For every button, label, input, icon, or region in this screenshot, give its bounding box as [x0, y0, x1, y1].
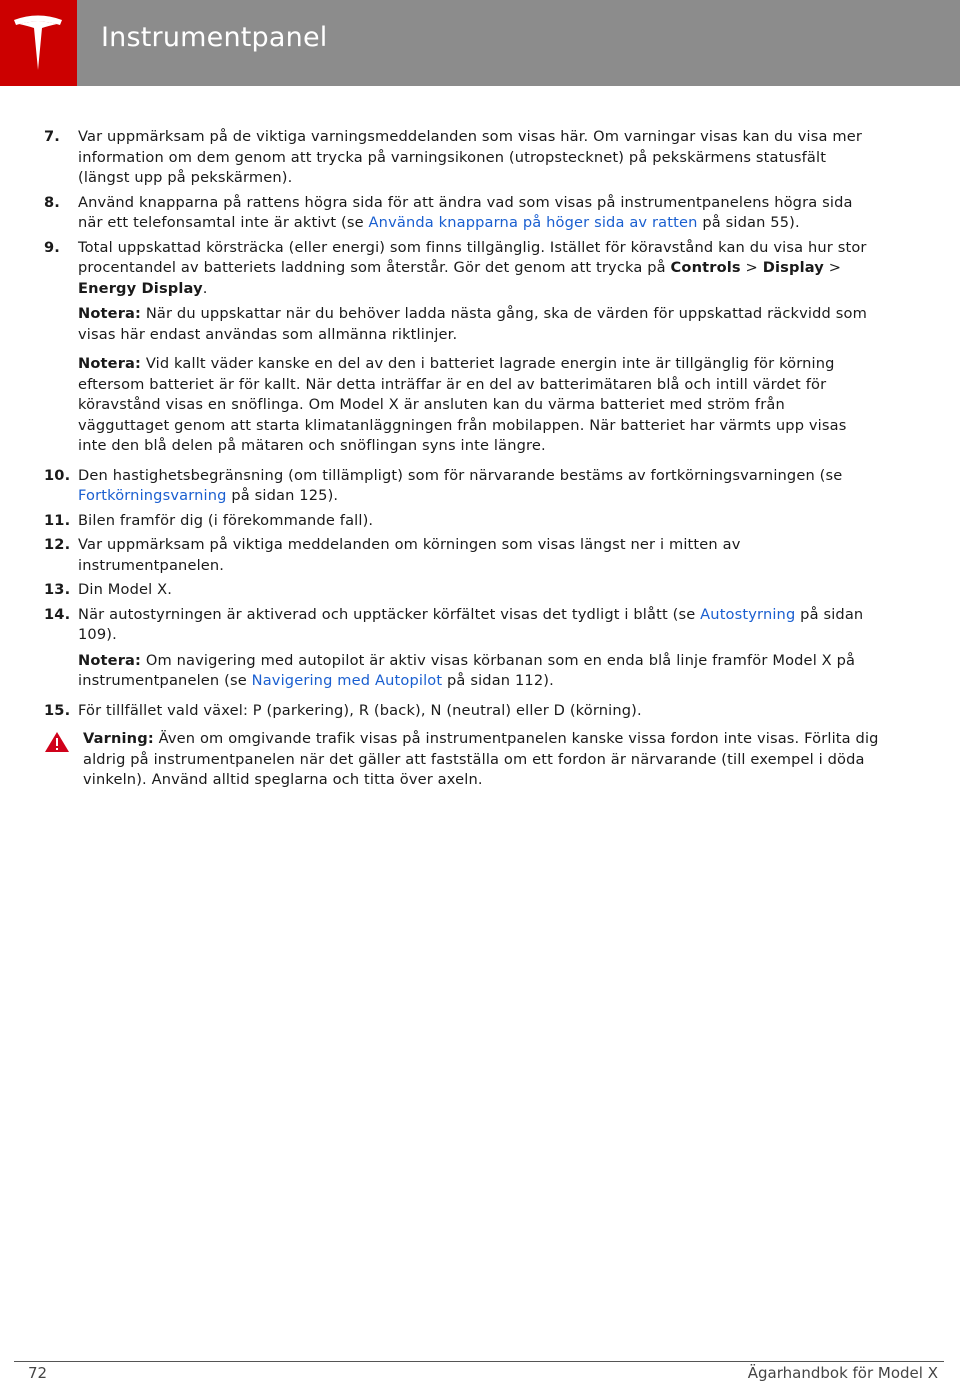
footer-title: Ägarhandbok för Model X	[747, 1364, 938, 1382]
note-text: Om navigering med autopilot är aktiv visas körbanan som en enda blå linje framför Model X på instrumentpanelen (se	[78, 651, 856, 689]
list-item	[0, 127, 878, 189]
list-item	[0, 605, 878, 646]
item-number: 13.	[44, 581, 71, 598]
item-text: Använd knapparna på rattens högra sida för att ändra vad som visas på instrumentpanelens högra sida när ett telefonsamtal inte är aktivt (se	[78, 193, 853, 231]
menu-path-energy-display: Energy Display	[78, 279, 203, 297]
note-label: Notera:	[78, 651, 142, 669]
brand-logo	[0, 0, 77, 86]
item-number: 7.	[44, 128, 60, 145]
note-label: Notera:	[78, 355, 142, 372]
item-text-tail: på sidan 125).	[226, 487, 339, 504]
warning-label: Varning:	[83, 730, 154, 747]
item-text: Total uppskattad körsträcka (eller energi) som finns tillgänglig. Istället för köravstånd kan du visa hur stor procentandel av batteriets laddning som återstår. Gör det genom att trycka på	[78, 238, 867, 276]
item-number: 14.	[44, 605, 71, 623]
item-text: När autostyrningen är aktiverad och upptäcker körfältet visas det tydligt i blått (se	[78, 605, 701, 623]
warning-box	[0, 729, 883, 791]
note-text-tail: på sidan 112).	[442, 672, 554, 689]
item-number: 10.	[44, 466, 71, 484]
menu-path-display: Display	[762, 259, 824, 276]
item-number: 11.	[44, 511, 71, 529]
item-text: Din Model X.	[78, 581, 173, 598]
list-item	[0, 466, 878, 507]
item-text: Var uppmärksam på de viktiga varningsmeddelanden som visas här. Om varningar visas kan du visa mer information om dem genom att trycka på varningsikonen (utropstecknet) på pekskärmens statusfält (längst upp på pekskärmen).	[78, 128, 863, 186]
note	[0, 651, 878, 692]
link-navigate-on-autopilot[interactable]: Navigering med Autopilot	[251, 672, 443, 689]
item-text-tail: .	[202, 279, 208, 297]
warning-text: Även om omgivande trafik visas på instrumentpanelen kanske vissa fordon inte visas. Förlita dig aldrig på instrumentpanelen när det gäller att fastställa om ett fordon är närvarande (till exempel i döda vinkeln). Använd alltid speglarna och titta över axeln.	[83, 730, 879, 788]
item-number: 9.	[44, 238, 60, 256]
item-text: För tillfället vald växel: P (parkering), R (back), N (neutral) eller D (körning).	[78, 701, 642, 719]
list-item	[0, 511, 878, 532]
list-item	[0, 193, 878, 234]
list-item	[0, 535, 878, 576]
note-text: Vid kallt väder kanske en del av den i batteriet lagrade energin inte är tillgänglig för körning eftersom batteriet är för kallt. När detta inträffar är en del av batterimätaren blå och intill värdet för köravstånd visas en snöflinga. Om Model X är ansluten kan du värma batteriet med ström från vägguttaget genom att starta klimatanläggningen från mobilappen. När batteriet har värmts upp visas inte den blå delen på mätaren och snöflingan syns inte längre.	[78, 355, 847, 454]
menu-path-separator: >	[740, 259, 763, 276]
item-number: 12.	[44, 536, 71, 553]
page-number: 72	[28, 1364, 48, 1382]
note-label: Notera:	[78, 305, 142, 322]
note-text: När du uppskattar när du behöver ladda nästa gång, ska de värden för uppskattad räckvidd som visas här endast användas som allmänna riktlinjer.	[78, 305, 867, 343]
note	[0, 304, 878, 345]
link-autosteer[interactable]: Autostyrning	[700, 605, 796, 623]
link-speed-warning[interactable]: Fortkörningsvarning	[78, 487, 227, 504]
footer-divider	[14, 1361, 944, 1362]
link-steering-buttons[interactable]: Använda knapparna på höger sida av ratten	[368, 214, 698, 231]
warning-icon	[44, 731, 70, 753]
item-text: Bilen framför dig (i förekommande fall).	[78, 511, 374, 529]
list-item	[0, 238, 878, 300]
menu-path-controls: Controls	[670, 259, 741, 276]
document-body	[0, 127, 960, 791]
tesla-logo-icon	[12, 14, 64, 72]
page-title: Instrumentpanel	[101, 22, 328, 53]
item-text: Var uppmärksam på viktiga meddelanden om körningen som visas längst ner i mitten av instrumentpanelen.	[78, 536, 741, 574]
note	[0, 354, 878, 457]
list-item	[0, 701, 878, 722]
item-text: Den hastighetsbegränsning (om tillämpligt) som för närvarande bestäms av fortkörningsvarningen (se	[78, 466, 843, 484]
page-header	[0, 0, 960, 86]
item-number: 15.	[44, 701, 71, 719]
item-text-tail: på sidan 55).	[697, 214, 800, 231]
item-number: 8.	[44, 193, 60, 211]
list-item	[0, 580, 878, 601]
item-text-tail: på sidan 109).	[78, 605, 864, 643]
menu-path-separator: >	[823, 259, 842, 276]
